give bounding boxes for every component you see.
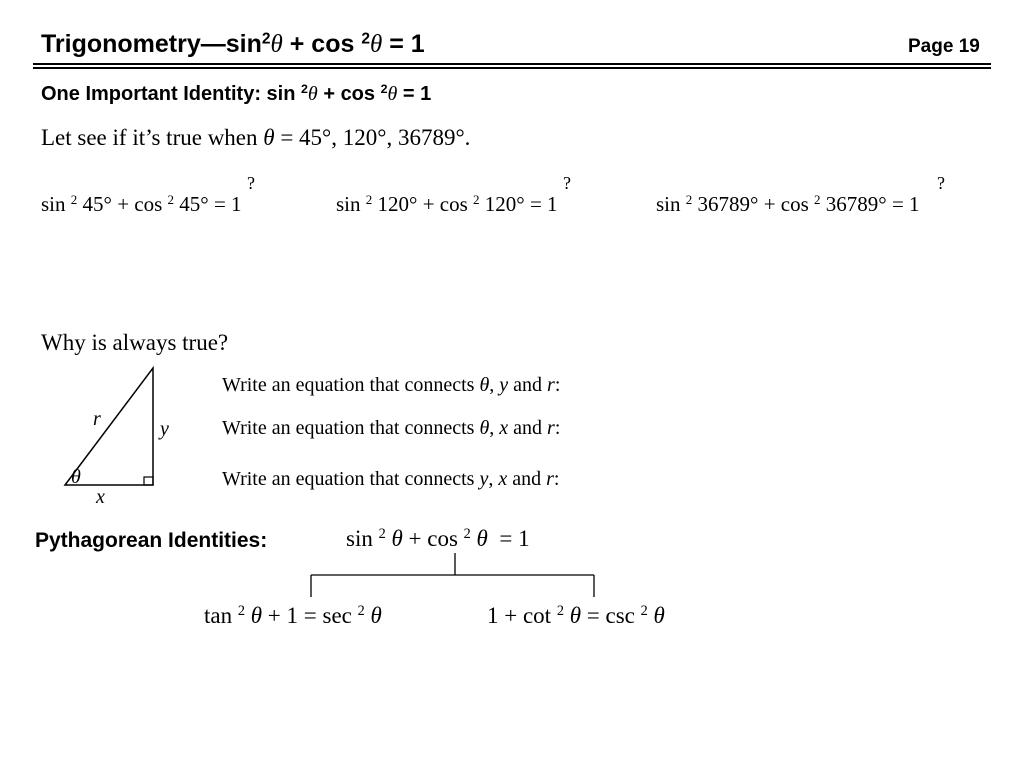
angle-label: θ — [71, 466, 81, 488]
tangent-identity: tan $^2$ θ + 1 = sec $^2$ θ — [204, 603, 382, 628]
opposite-label: y — [160, 418, 169, 440]
right-angle-mark — [144, 477, 153, 485]
check-equation-45: sin $^2$ 45° + cos $^2$ 45° = 1 — [41, 191, 242, 216]
adjacent-label: x — [96, 486, 105, 508]
header-rule — [33, 63, 991, 65]
section-heading: One Important Identity: sin $^2$θ + cos $^2$θ = 1 — [41, 82, 432, 105]
prompt-theta-x-r: Write an equation that connects θ, x and r: — [222, 417, 561, 439]
prompt-y-x-r: Write an equation that connects y, x and r: — [222, 468, 560, 490]
page-number: Page 19 — [908, 36, 980, 57]
hypotenuse-label: r — [93, 408, 101, 430]
page-title: $Trigonometry—\sin^2\theta + \cos ^2\theta = 1$ — [41, 30, 425, 58]
main-identity: sin $^2$ θ + cos $^2$ θ = 1 — [346, 526, 530, 551]
question-mark: ? — [563, 173, 571, 193]
intro-text: Let see if it’s true when θ = 45°, 120°, 36789°. — [41, 125, 471, 150]
check-equation-36789: sin $^2$ 36789° + cos $^2$ 36789° = 1 — [656, 191, 920, 216]
why-question: Why is always true? — [41, 330, 229, 355]
cotangent-identity: 1 + cot $^2$ θ = csc $^2$ θ — [487, 603, 665, 628]
question-mark: ? — [247, 173, 255, 193]
header-rule-secondary — [33, 67, 991, 69]
theta-symbol: θ — [270, 31, 283, 58]
identity-bracket — [305, 553, 600, 601]
question-mark: ? — [937, 173, 945, 193]
check-equation-120: sin $^2$ 120° + cos $^2$ 120° = 1 — [336, 191, 558, 216]
prompt-theta-y-r: Write an equation that connects θ, y and r: — [222, 374, 561, 396]
pythagorean-identities-label: Pythagorean Identities: — [35, 529, 268, 552]
